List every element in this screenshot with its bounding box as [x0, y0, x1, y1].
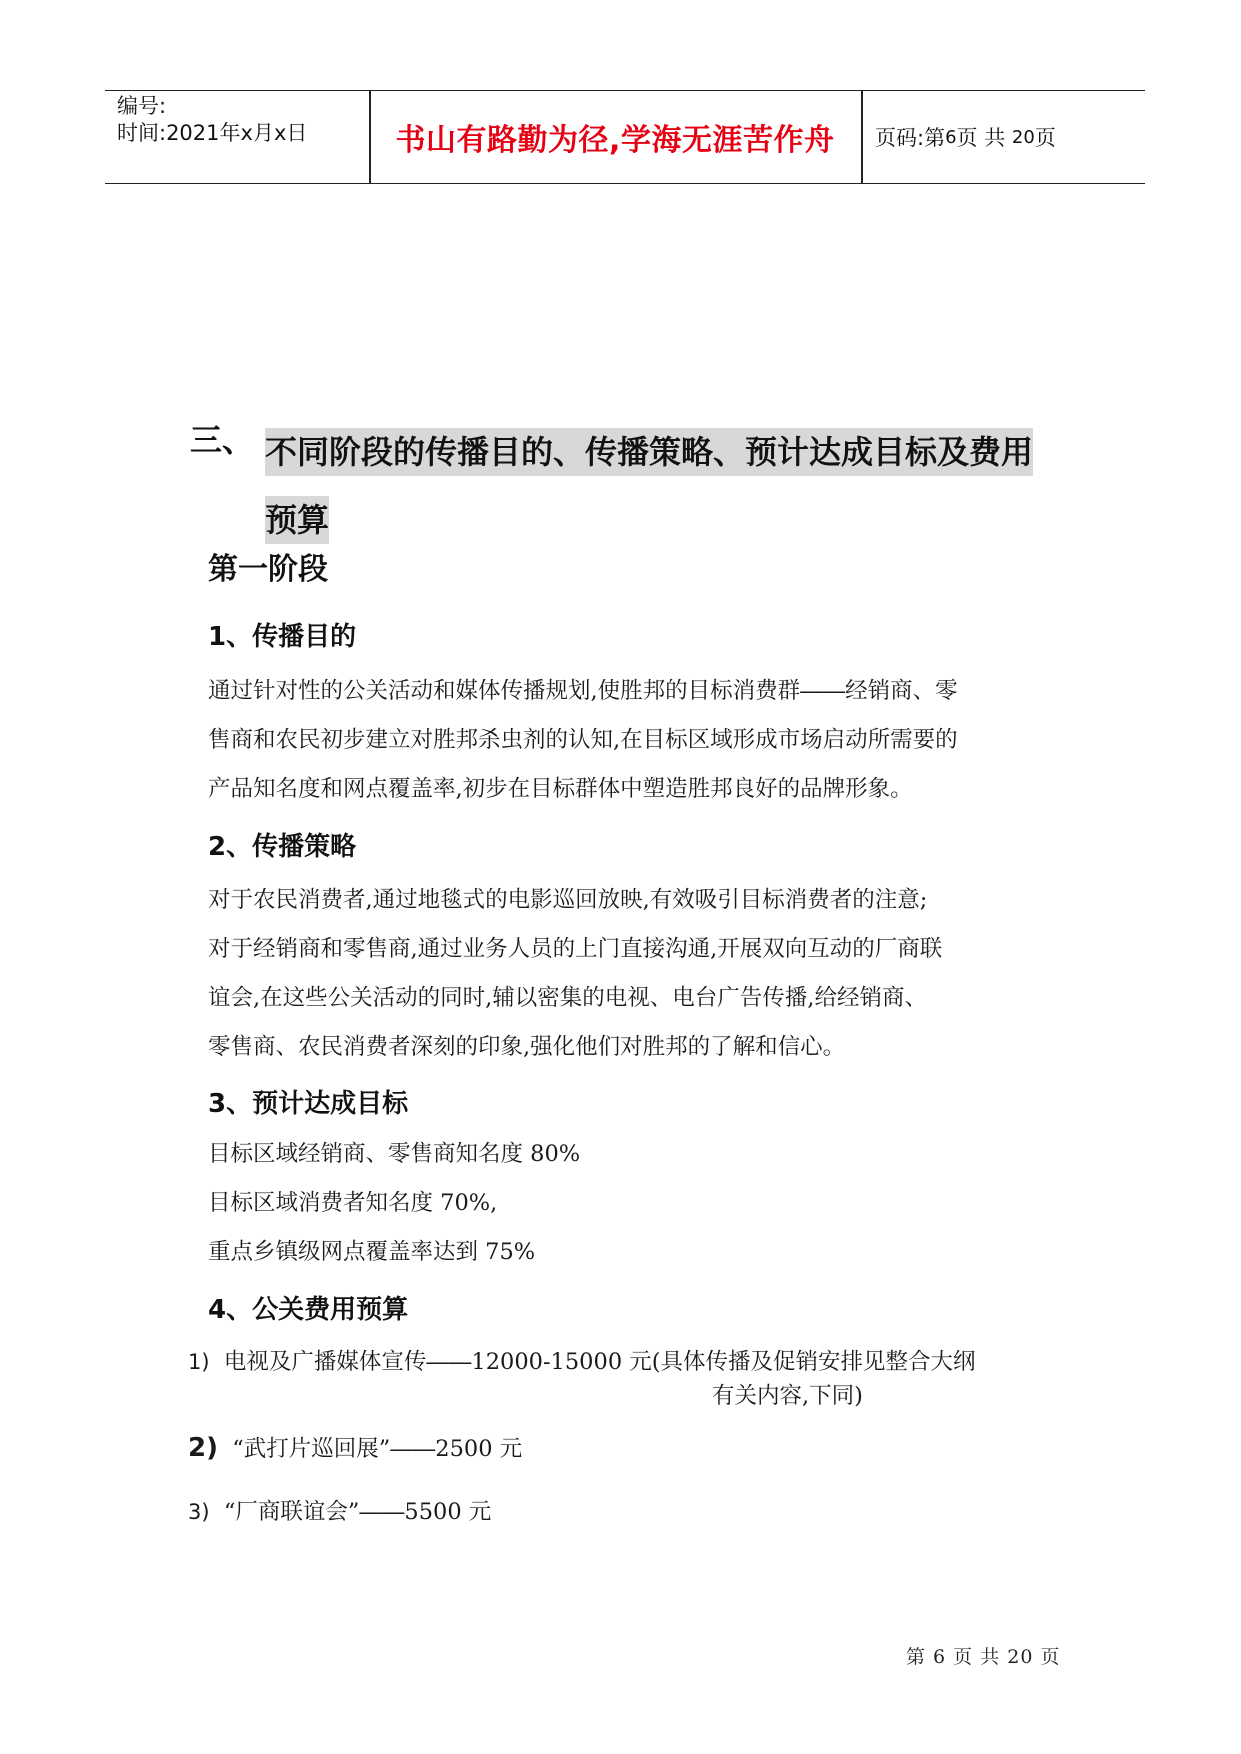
goal-list	[208, 1130, 1088, 1277]
goal-item: 目标区域经销商、零售商知名度 80%	[208, 1141, 581, 1167]
purpose-paragraph	[208, 667, 1088, 814]
budget-heading: 4、公关费用预算	[208, 1295, 409, 1325]
budget-item	[188, 1432, 522, 1465]
paragraph-line: 对于经销商和零售商,通过业务人员的上门直接沟通,开展双向互动的厂商联	[208, 936, 943, 962]
paragraph-line: 谊会,在这些公关活动的同时,辅以密集的电视、电台广告传播,给经销商、	[208, 985, 927, 1011]
budget-item	[188, 1496, 491, 1528]
budget-index: 1)	[188, 1350, 210, 1374]
budget-item-continuation: 有关内容,下同)	[712, 1383, 863, 1409]
section-title	[265, 418, 1065, 554]
paragraph-line: 产品知名度和网点覆盖率,初步在目标群体中塑造胜邦良好的品牌形象。	[208, 776, 913, 802]
budget-text: 电视及广播媒体宣传――12000-15000 元(具体传播及促销安排见整合大纲	[223, 1349, 976, 1375]
page-header	[105, 90, 1145, 184]
goal-heading: 3、预计达成目标	[208, 1089, 409, 1119]
header-motto: 书山有路勤为径,学海无涯苦作舟	[395, 123, 835, 158]
strategy-heading: 2、传播策略	[208, 832, 357, 862]
header-divider	[861, 91, 863, 183]
header-meta	[117, 93, 367, 147]
stage-heading: 第一阶段	[208, 552, 328, 587]
section-number: 三、	[190, 421, 255, 459]
page-footer: 第 6 页 共 20 页	[906, 1646, 1061, 1668]
budget-text: “武打片巡回展”――2500 元	[232, 1436, 523, 1462]
goal-item: 目标区域消费者知名度 70%,	[208, 1190, 498, 1216]
header-page-number: 页码:第 6 页 共 20 页	[875, 126, 1056, 150]
date-label: 时间:2021年x月x日	[117, 121, 308, 145]
section-title-line: 不同阶段的传播目的、传播策略、预计达成目标及费用	[265, 428, 1033, 476]
budget-index: 3)	[188, 1500, 210, 1524]
budget-text: “厂商联谊会”――5500 元	[223, 1499, 492, 1525]
budget-item	[188, 1346, 976, 1378]
paragraph-line: 通过针对性的公关活动和媒体传播规划,使胜邦的目标消费群――经销商、零	[208, 678, 958, 704]
paragraph-line: 对于农民消费者,通过地毯式的电影巡回放映,有效吸引目标消费者的注意;	[208, 887, 928, 913]
paragraph-line: 售商和农民初步建立对胜邦杀虫剂的认知,在目标区域形成市场启动所需要的	[208, 727, 958, 753]
section-title-line: 预算	[265, 496, 329, 544]
serial-label: 编号:	[117, 94, 167, 118]
strategy-paragraph	[208, 876, 1088, 1072]
paragraph-line: 零售商、农民消费者深刻的印象,强化他们对胜邦的了解和信心。	[208, 1034, 846, 1060]
budget-index: 2)	[188, 1433, 218, 1463]
goal-item: 重点乡镇级网点覆盖率达到 75%	[208, 1239, 536, 1265]
purpose-heading: 1、传播目的	[208, 622, 357, 652]
